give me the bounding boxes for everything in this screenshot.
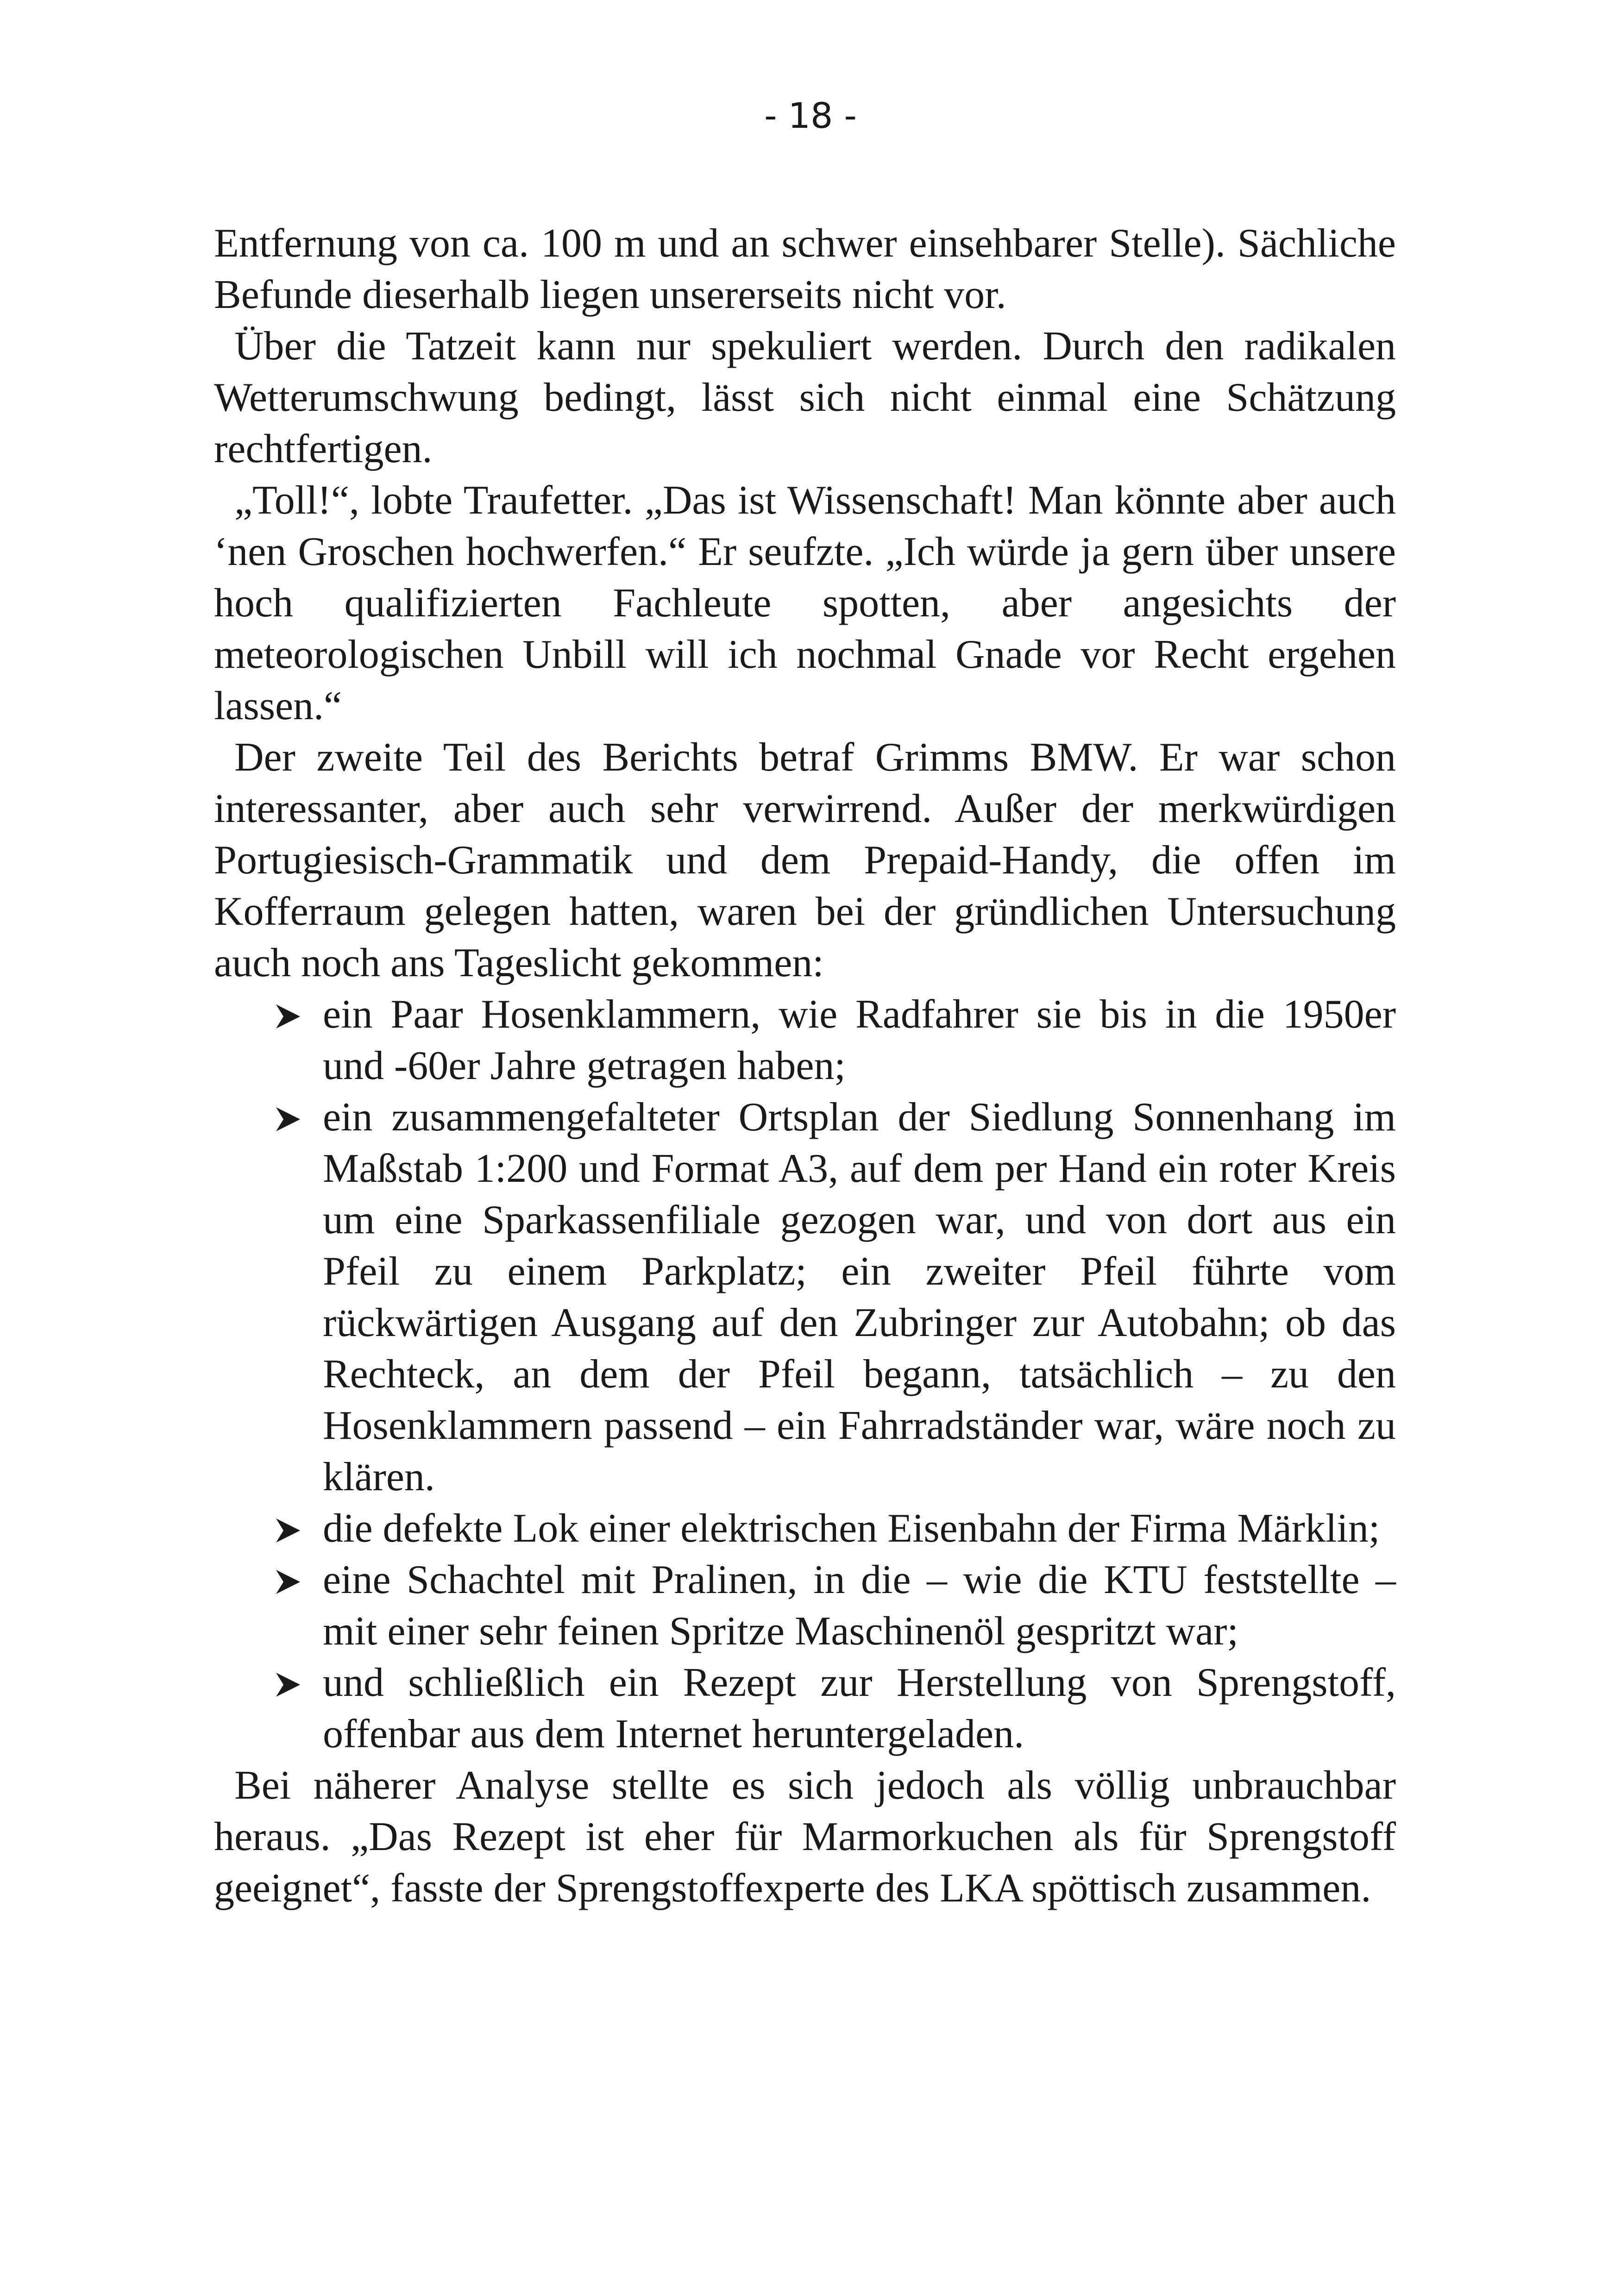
paragraph-bmw-report: Der zweite Teil des Berichts betraf Grimms BMW. Er war schon interessanter, aber auch sehr verwirrend. Außer der merkwürdigen Portugiesisch-Grammatik und dem Prepaid-Handy, die offen im Kofferraum gelegen hatten, waren bei der gründlichen Untersuchung auch noch ans Tageslicht gekommen:: [214, 735, 1396, 985]
arrowhead-bullet-icon: [274, 1503, 316, 1554]
list-item: [274, 1092, 1396, 1503]
list-item-text: die defekte Lok einer elektrischen Eisenbahn der Firma Märklin;: [323, 1506, 1380, 1551]
list-item: [274, 1503, 1396, 1554]
list-item: [274, 1657, 1396, 1760]
arrowhead-bullet-icon: [274, 1657, 316, 1708]
paragraph-continued: Entfernung von ca. 100 m und an schwer einsehbarer Stelle). Sächliche Befunde dieserhalb liegen unsererseits nicht vor.: [214, 221, 1396, 317]
arrowhead-bullet-icon: [274, 989, 316, 1040]
list-item-text: und schließlich ein Rezept zur Herstellung von Sprengstoff, offenbar aus dem Internet heruntergeladen.: [323, 1660, 1396, 1757]
list-item: [274, 989, 1396, 1092]
arrowhead-bullet-icon: [274, 1554, 316, 1606]
arrowhead-bullet-icon: [274, 1092, 316, 1143]
evidence-list: [214, 989, 1396, 1760]
page-body-text: [214, 218, 1396, 1914]
list-item-text: ein zusammengefalteter Ortsplan der Siedlung Sonnenhang im Maßstab 1:200 und Format A3, auf dem per Hand ein roter Kreis um eine Sparkassenfiliale gezogen war, und von dort aus ein Pfeil zu einem Parkplatz; ein zweiter Pfeil führte vom rückwärtigen Ausgang auf den Zubringer zur Autobahn; ob das Rechteck, an dem der Pfeil begann, tatsächlich – zu den Hosenklammern passend – ein Fahrradständer war, wäre noch zu klären.: [323, 1095, 1396, 1499]
paragraph-traufetter-quote: „Toll!“, lobte Traufetter. „Das ist Wissenschaft! Man könnte aber auch ‘nen Groschen hochwerfen.“ Er seufzte. „Ich würde ja gern über unsere hoch qualifizierten Fachleute spotten, aber angesichts der meteorologischen Unbill will ich nochmal Gnade vor Recht ergehen lassen.“: [214, 478, 1396, 728]
page-number: - 18 -: [764, 95, 857, 136]
list-item-text: eine Schachtel mit Pralinen, in die – wie die KTU feststellte – mit einer sehr feinen Spritze Maschinenöl gespritzt war;: [323, 1557, 1396, 1654]
list-item: [274, 1554, 1396, 1657]
paragraph-tatzeit: Über die Tatzeit kann nur spekuliert werden. Durch den radikalen Wetterumschwung bedingt, lässt sich nicht einmal eine Schätzung rechtfertigen.: [214, 324, 1396, 471]
list-item-text: ein Paar Hosenklammern, wie Radfahrer sie bis in die 1950er und -60er Jahre getragen haben;: [323, 992, 1396, 1088]
paragraph-analysis: Bei näherer Analyse stellte es sich jedoch als völlig unbrauchbar heraus. „Das Rezept ist eher für Marmorkuchen als für Sprengstoff geeignet“, fasste der Sprengstoffexperte des LKA spöttisch zusammen.: [214, 1763, 1396, 1911]
